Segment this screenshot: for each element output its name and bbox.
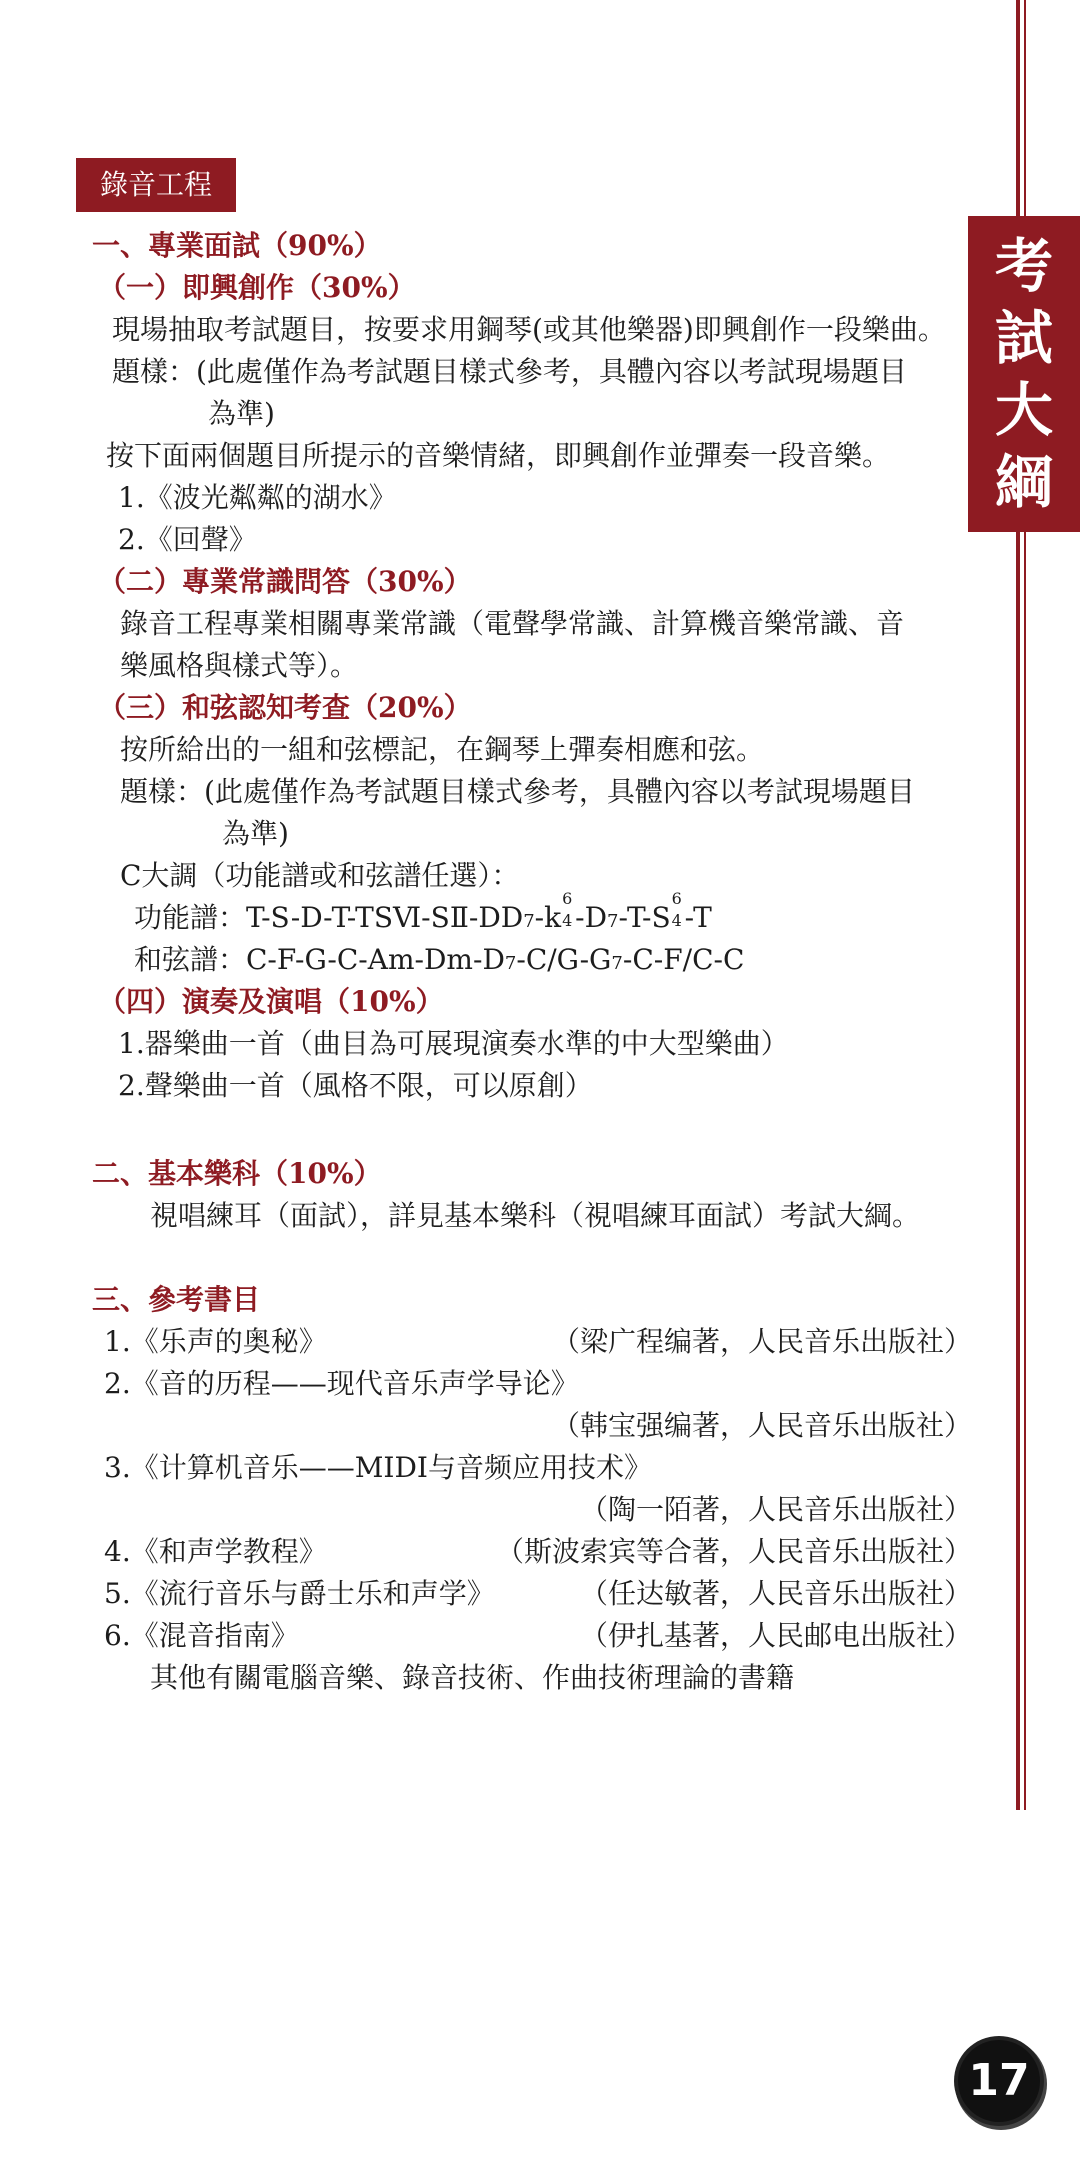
book-1-author: （梁广程编著，人民音乐出版社） xyxy=(552,1325,973,1358)
exam-outline-tab xyxy=(968,216,1080,532)
page-number-badge: 17 xyxy=(958,2040,1040,2122)
part-4-item-2: 2.聲樂曲一首（風格不限，可以原創） xyxy=(118,1069,593,1102)
function-notation-line: 功能譜：T-S-D-T-TSⅥ-SⅡ-DD7-k 6 4 -D7-T-S 6 4 -T xyxy=(134,889,712,934)
part-1-item-2: 2.《回聲》 xyxy=(118,523,257,556)
book-4-title: 4.《和声学教程》 xyxy=(104,1535,327,1568)
part-3-line-4: C大調（功能譜或和弦譜任選）： xyxy=(120,859,520,892)
section-2-title: 二、基本樂科（10%） xyxy=(92,1157,382,1190)
tab-char-4: 綱 xyxy=(994,448,1053,516)
part-1-line-4: 按下面兩個題目所提示的音樂情緒，即興創作並彈奏一段音樂。 xyxy=(106,439,891,472)
part-4-item-1: 1.器樂曲一首（曲目為可展現演奏水準的中大型樂曲） xyxy=(118,1027,789,1060)
book-3-title: 3.《计算机音乐——MIDI与音频应用技术》 xyxy=(104,1451,652,1484)
book-6-title: 6.《混音指南》 xyxy=(104,1619,299,1652)
book-5-author: （任达敏著，人民音乐出版社） xyxy=(580,1577,973,1610)
part-2-line-2: 樂風格與樣式等）。 xyxy=(120,649,359,682)
part-3-title: （三）和弦認知考查（20%） xyxy=(98,691,472,724)
part-1-item-1: 1.《波光粼粼的湖水》 xyxy=(118,481,397,514)
book-6-author: （伊扎基著，人民邮电出版社） xyxy=(580,1619,973,1652)
section-2-line-1: 視唱練耳（面試），詳見基本樂科（視唱練耳面試）考試大綱。 xyxy=(150,1199,921,1232)
part-1-line-2: 題樣：(此處僅作為考試題目樣式參考，具體內容以考試現場題目 xyxy=(112,355,907,388)
book-3-author: （陶一陌著，人民音乐出版社） xyxy=(580,1493,973,1526)
department-label: 錄音工程 xyxy=(76,158,236,212)
section-1-title: 一、專業面試（90%） xyxy=(92,229,382,262)
part-3-line-3: 為準) xyxy=(222,817,289,850)
book-5-title: 5.《流行音乐与爵士乐和声学》 xyxy=(104,1577,495,1610)
part-2-line-1: 錄音工程專業相關專業常識（電聲學常識、計算機音樂常識、音 xyxy=(120,607,905,640)
part-1-line-1: 現場抽取考試題目，按要求用鋼琴(或其他樂器)即興創作一段樂曲。 xyxy=(112,313,946,346)
tab-char-3: 大 xyxy=(994,376,1053,444)
part-2-title: （二）專業常識問答（30%） xyxy=(98,565,472,598)
part-3-line-2: 題樣：(此處僅作為考試題目樣式參考，具體內容以考試現場題目 xyxy=(120,775,915,808)
part-1-line-3: 為準) xyxy=(208,397,275,430)
part-4-title: （四）演奏及演唱（10%） xyxy=(98,985,444,1018)
other-references: 其他有關電腦音樂、錄音技術、作曲技術理論的書籍 xyxy=(150,1661,795,1694)
book-1-title: 1.《乐声的奥秘》 xyxy=(104,1325,327,1358)
tab-char-2: 試 xyxy=(994,304,1053,372)
book-2-author: （韩宝强编著，人民音乐出版社） xyxy=(552,1409,973,1442)
book-2-title: 2.《音的历程——现代音乐声学导论》 xyxy=(104,1367,579,1400)
section-3-title: 三、參考書目 xyxy=(92,1283,261,1316)
chord-notation-line: 和弦譜：C-F-G-C-Am-Dm-D7-C/G-G7-C-F/C-C xyxy=(134,943,745,976)
book-4-author: （斯波索宾等合著，人民音乐出版社） xyxy=(496,1535,973,1568)
part-3-line-1: 按所給出的一組和弦標記，在鋼琴上彈奏相應和弦。 xyxy=(120,733,765,766)
tab-char-1: 考 xyxy=(994,232,1053,300)
part-1-title: （一）即興創作（30%） xyxy=(98,271,416,304)
